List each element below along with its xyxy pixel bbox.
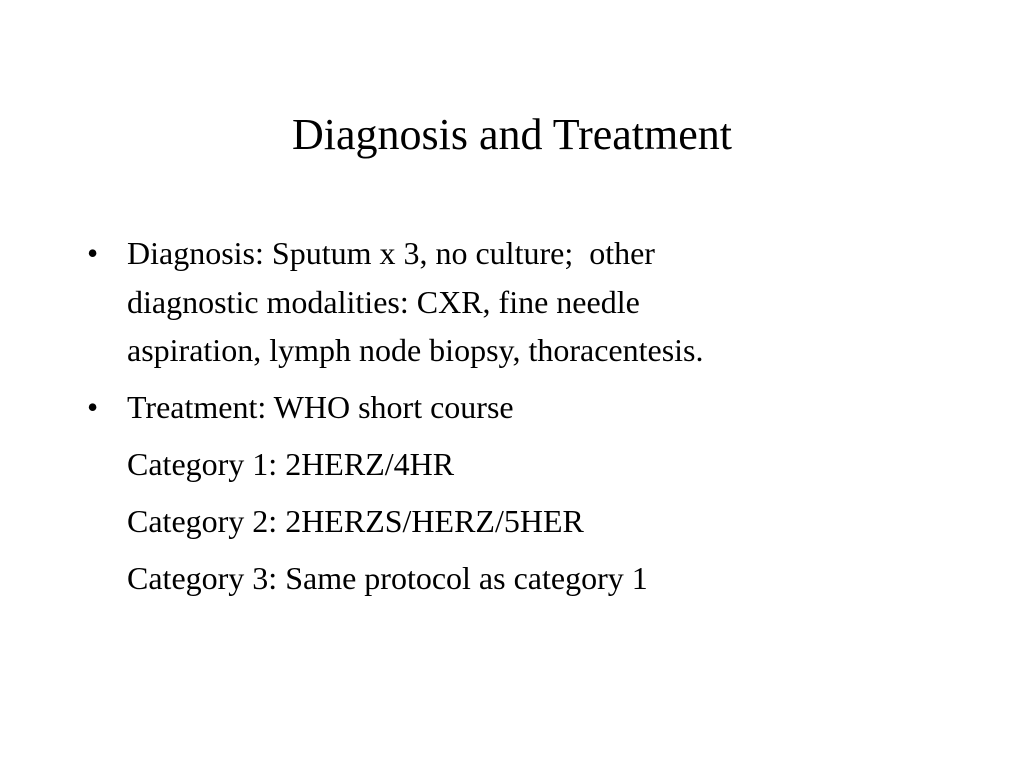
bullet-text-treatment <box>127 383 887 432</box>
category-2-line: Category 2: 2HERZS/HERZ/5HER <box>127 503 584 539</box>
category-3-line: Category 3: Same protocol as category 1 <box>127 560 648 596</box>
bullet-line: Treatment: WHO short course <box>127 389 514 425</box>
bullet-text-diagnosis <box>127 229 887 375</box>
category-1-line: Category 1: 2HERZ/4HR <box>127 446 455 482</box>
bullet-line: Diagnosis: Sputum x 3, no culture; other <box>127 235 655 271</box>
bullet-line: aspiration, lymph node biopsy, thoracentesis. <box>127 332 704 368</box>
bullet-dot-icon: • <box>87 389 99 425</box>
slide-title: Diagnosis and Treatment <box>292 110 732 159</box>
bullet-line: diagnostic modalities: CXR, fine needle <box>127 283 640 320</box>
bullet-dot-icon: • <box>87 235 99 271</box>
